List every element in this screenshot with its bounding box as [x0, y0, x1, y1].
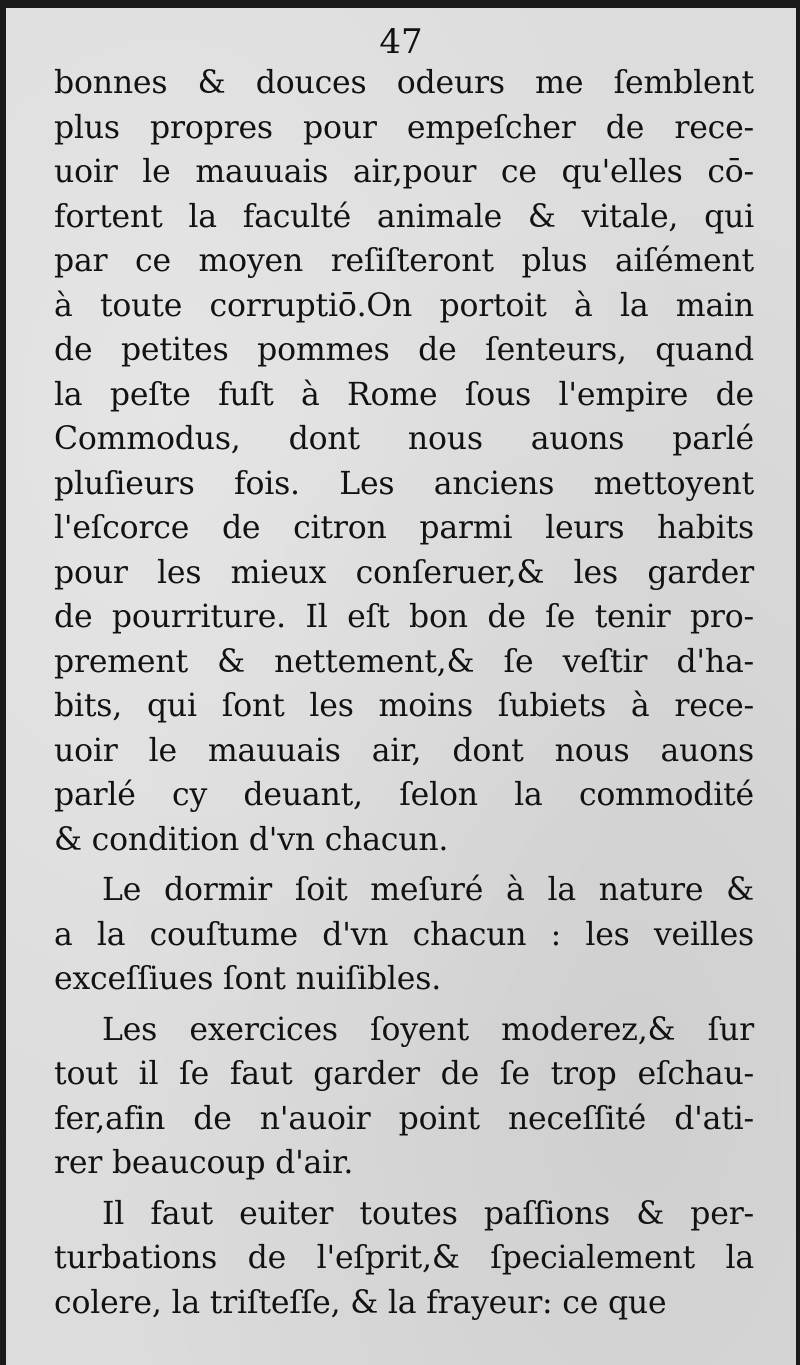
- text-line: turbations de l'eſprit,& ſpecialement la: [54, 1240, 754, 1276]
- text-line: Commodus, dont nous auons parlé: [54, 421, 754, 457]
- text-line: Il faut euiter toutes paſſions & per-: [102, 1195, 754, 1232]
- text-line: fer,afin de n'auoir point neceſſité d'ati-: [54, 1100, 754, 1137]
- text-line: pour les mieux conſeruer,& les garder: [54, 554, 754, 591]
- paragraph: [54, 1192, 754, 1326]
- text-line: exceſſiues ſont nuiſibles.: [54, 961, 442, 997]
- paragraph: [54, 868, 754, 1002]
- text-line: de petites pommes de ſenteurs, quand: [54, 332, 754, 368]
- text-line: de pourriture. Il eſt bon de ſe tenir pro-: [54, 599, 754, 635]
- text-line: l'eſcorce de citron parmi leurs habits: [54, 510, 754, 546]
- text-line: prement & nettement,& ſe veſtir d'ha-: [54, 643, 754, 680]
- text-line: Le dormir ſoit meſuré à la nature &: [102, 872, 754, 908]
- text-line: uoir le mauuais air,pour ce qu'elles cō-: [54, 154, 754, 190]
- text-line: a la couſtume d'vn chacun : les veilles: [54, 916, 754, 953]
- text-line: la peſte fuſt à Rome ſous l'empire de: [54, 376, 754, 413]
- scan-top-edge: [0, 0, 800, 8]
- text-line: & condition d'vn chacun.: [54, 821, 449, 858]
- page-number: 47: [379, 22, 423, 62]
- book-page: [6, 8, 796, 1365]
- text-line: parlé cy deuant, ſelon la commodité: [54, 777, 754, 813]
- text-line: à toute corruptiō.On portoit à la main: [54, 287, 754, 324]
- text-line: fortent la faculté animale & vitale, qui: [54, 198, 754, 235]
- text-line: plus propres pour empeſcher de rece-: [54, 109, 754, 146]
- text-line: bonnes & douces odeurs me ſemblent: [54, 65, 754, 101]
- text-line: bits, qui ſont les moins ſubiets à rece-: [54, 688, 754, 724]
- paragraph: [54, 1008, 754, 1186]
- text-line: par ce moyen reſiſteront plus aiſément: [54, 243, 754, 279]
- text-line: pluſieurs fois. Les anciens mettoyent: [54, 465, 754, 502]
- text-line: tout il ſe faut garder de ſe trop eſchau-: [54, 1056, 754, 1092]
- text-line: uoir le mauuais air, dont nous auons: [54, 732, 754, 769]
- text-line: Les exercices ſoyent moderez,& ſur: [102, 1011, 754, 1048]
- paragraph: [54, 61, 754, 862]
- body-text: [54, 61, 754, 1325]
- text-line: rer beaucoup d'air.: [54, 1145, 354, 1181]
- text-line: colere, la triſteſſe, & la frayeur: ce que: [54, 1284, 667, 1321]
